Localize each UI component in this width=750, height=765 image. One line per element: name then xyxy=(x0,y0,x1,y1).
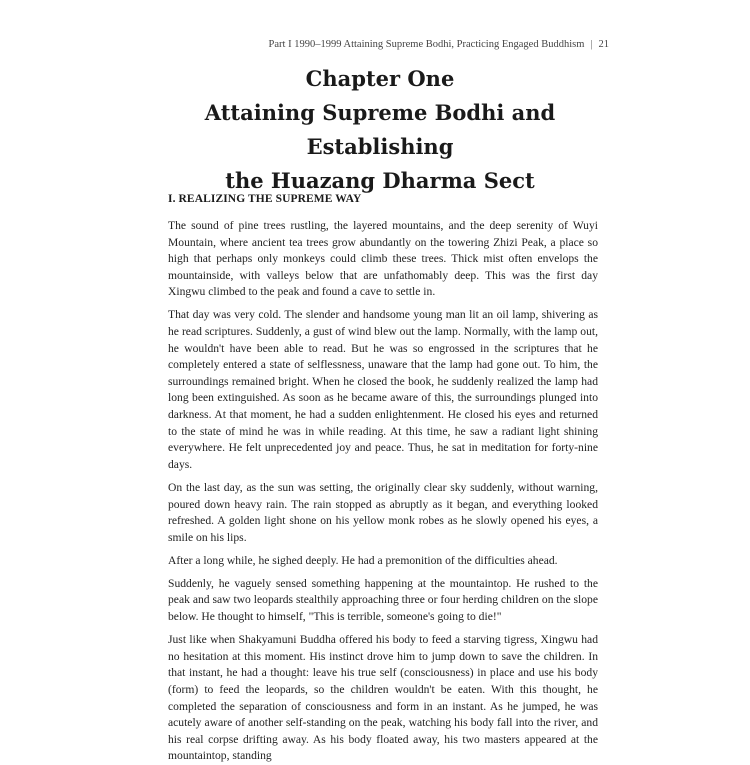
body-text xyxy=(168,218,598,763)
header-separator: | xyxy=(590,39,593,50)
paragraph-5: Suddenly, he vaguely sensed something happening at the mountaintop. He rushed to the peak and saw two leopards stealthily approaching three or four herding children on the slope below. He thought to himself, "This is terrible, someone's going to die!" xyxy=(168,576,598,624)
page-number: 21 xyxy=(598,39,609,50)
chapter-title-line-3: the Huazang Dharma Sect xyxy=(225,168,535,193)
chapter-title xyxy=(150,62,610,198)
running-header xyxy=(269,39,609,50)
paragraph-6: Just like when Shakyamuni Buddha offered his body to feed a starving tigress, Xingwu had no hesitation at this moment. His instinct drove him to jump down to save the children. In that instant, he had a thought: leave his true self (consciousness) in place and use his body (form) to feed the leopards, so the children wouldn't be eaten. With this thought, he completed the separation of consciousness and form in an instant. As he jumped, he was acutely aware of another self-standing on the peak, watching his body fall into the river, and his real corpse drifting away. As his body floated away, his two masters appeared at the mountaintop, standing xyxy=(168,633,598,763)
chapter-title-line-1: Chapter One xyxy=(305,66,455,91)
paragraph-2: That day was very cold. The slender and handsome young man lit an oil lamp, shivering as he read scriptures. Suddenly, a gust of wind blew out the lamp. Normally, with the lamp out, he wouldn't have been able to read. But he was so engrossed in the scriptures that he completely entered a state of selflessness, unaware that the lamp had gone out. To him, the surroundings remained bright. When he closed the book, he suddenly realized the lamp had long been extinguished. As soon as he became aware of this, the surroundings plunged into darkness. At that moment, he had a sudden enlightenment. He closed his eyes and returned to the state of mind he was in while reading. At this time, he saw a radiant light shining everywhere. He felt unprecedented joy and peace. Thus, he sat in meditation for forty-nine days. xyxy=(168,308,598,471)
paragraph-4: After a long while, he sighed deeply. He had a premonition of the difficulties ahead. xyxy=(168,553,558,567)
running-title: Part I 1990–1999 Attaining Supreme Bodhi, Practicing Engaged Buddhism xyxy=(268,39,585,50)
chapter-title-line-2: Attaining Supreme Bodhi and Establishing xyxy=(204,100,556,159)
paragraph-3: On the last day, as the sun was setting, the originally clear sky suddenly, without warning, poured down heavy rain. The rain stopped as abruptly as it began, and everything looked refreshed. A golden light shone on his yellow monk robes as he slowly opened his eyes, a smile on his lips. xyxy=(168,480,598,544)
paragraph-1: The sound of pine trees rustling, the layered mountains, and the deep serenity of Wuyi Mountain, where ancient tea trees grow abundantly on the towering Zhizi Peak, a place so high that perhaps only monkeys could climb these trees. Thick mist often envelops the mountainside, with valleys below that are unfathomably deep. This was the first day Xingwu climbed to the peak and found a cave to settle in. xyxy=(168,219,598,299)
section-heading: I. REALIZING THE SUPREME WAY xyxy=(168,193,362,205)
